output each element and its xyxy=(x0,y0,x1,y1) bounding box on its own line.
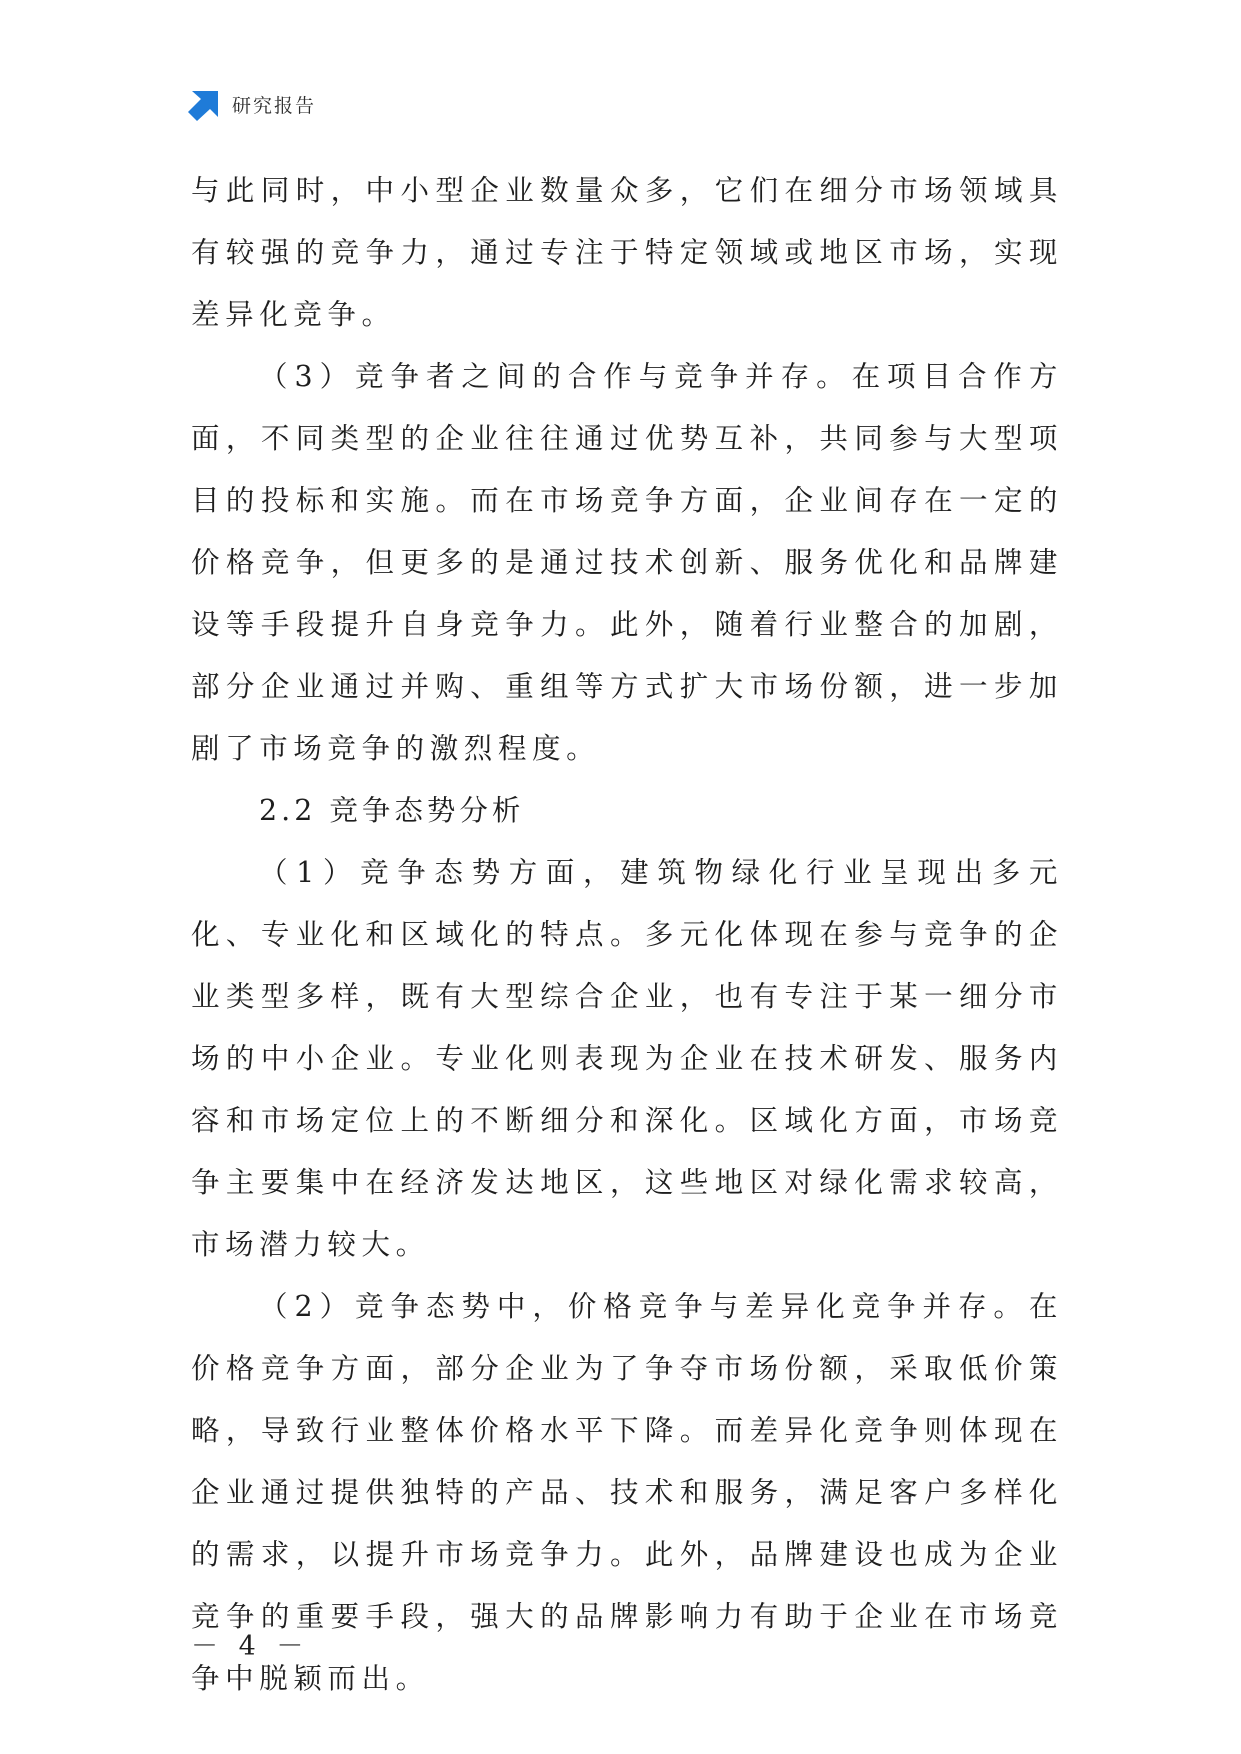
paragraph-4: （2）竞争态势中，价格竞争与差异化竞争并存。在价格竞争方面，部分企业为了争夺市场份额，采取低价策略，导致行业整体价格水平下降。而差异化竞争则体现在企业通过提供独特的产品、技术和服务，满足客户多样化的需求，以提升市场竞争力。此外，品牌建设也成为企业竞争的重要手段，强大的品牌影响力有助于企业在市场竞争中脱颖而出。 xyxy=(191,1290,1063,1695)
paragraph-2: （3）竞争者之间的合作与竞争并存。在项目合作方面，不同类型的企业往往通过优势互补，共同参与大型项目的投标和实施。而在市场竞争方面，企业间存在一定的价格竞争，但更多的是通过技术创新、服务优化和品牌建设等手段提升自身竞争力。此外，随着行业整合的加剧，部分企业通过并购、重组等方式扩大市场份额，进一步加剧了市场竞争的激烈程度。 xyxy=(191,360,1063,765)
section-heading: 2.2 竞争态势分析 xyxy=(259,794,525,827)
report-header xyxy=(188,86,316,122)
paragraph-1: 与此同时，中小型企业数量众多，它们在细分市场领域具有较强的竞争力，通过专注于特定领域或地区市场，实现差异化竞争。 xyxy=(191,174,1063,331)
header-title: 研究报告 xyxy=(232,94,317,117)
document-body xyxy=(191,160,1063,1710)
arrow-up-right-icon xyxy=(188,87,222,121)
paragraph-3: （1）竞争态势方面，建筑物绿化行业呈现出多元化、专业化和区域化的特点。多元化体现在参与竞争的企业类型多样，既有大型综合企业，也有专注于某一细分市场的中小企业。专业化则表现为企业在技术研发、服务内容和市场定位上的不断细分和深化。区域化方面，市场竞争主要集中在经济发达地区，这些地区对绿化需求较高，市场潜力较大。 xyxy=(191,856,1063,1261)
page-number: － 4 － xyxy=(191,1631,310,1662)
